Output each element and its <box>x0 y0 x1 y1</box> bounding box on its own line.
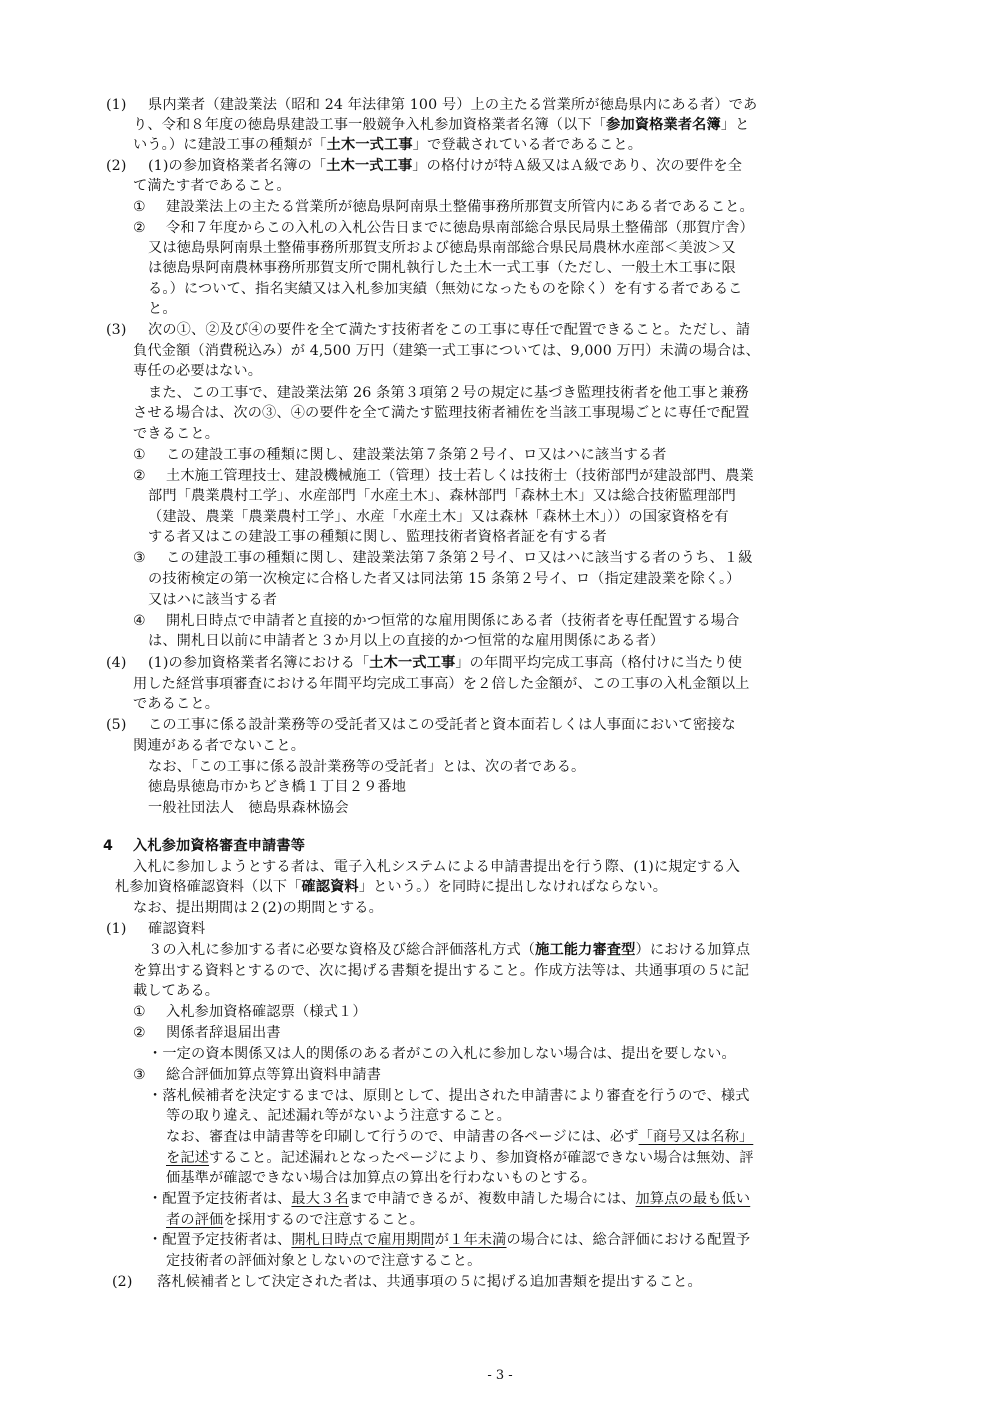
underlined-text: を記述 <box>166 1150 210 1166</box>
text-line: 等の取り違え、記述漏れ等がないよう注意すること。 <box>166 1108 511 1124</box>
sub-item-number: ③ <box>133 550 146 566</box>
text-line: させる場合は、次の③、④の要件を全て満たす監理技術者補佐を当該工事現場ごとに専任で配置 <box>133 405 750 421</box>
text-line: 札参加資格確認資料（以下「確認資料」という。）を同時に提出しなければならない。 <box>115 879 668 895</box>
text-line: ３の入札に参加する者に必要な資格及び総合評価落札方式（施工能力審査型）における加算点 <box>148 942 751 958</box>
sub-item-number: ① <box>133 199 146 215</box>
text-line: この工事に係る設計業務等の受託者又はこの受託者と資本面若しくは人事面において密接な <box>148 717 736 733</box>
text-line: （建設、農業「農業農村工学」、水産「水産土木」又は森林「森林土木」））の国家資格を有 <box>148 509 729 525</box>
text-line: を算出する資料とするので、次に掲げる書類を提出すること。作成方法等は、共通事項の５に記 <box>133 963 750 979</box>
sub-item-number: ④ <box>133 613 146 629</box>
text-line: は徳島県阿南農林事務所那賀支所で開札執行した土木一式工事（ただし、一般土木工事に限 <box>148 260 736 276</box>
text-line: 載してある。 <box>133 983 220 999</box>
text-line: 入札に参加しようとする者は、電子入札システムによる申請書提出を行う際、(1)に規定する入 <box>133 859 740 875</box>
text-line: と。 <box>148 301 177 317</box>
item-title: 確認資料 <box>148 921 206 937</box>
text-line: の技術検定の第一次検定に合格した者又は同法第 15 条第２号イ、ロ（指定建設業を除く。） <box>148 571 741 587</box>
item-number: (1) <box>106 921 127 937</box>
text-line: 建設業法上の主たる営業所が徳島県阿南県土整備事務所那賀支所管内にある者であること。 <box>166 199 754 215</box>
underlined-text: １年未満 <box>449 1232 507 1248</box>
text-line: 県内業者（建設業法（昭和 24 年法律第 100 号）上の主たる営業所が徳島県内にある者）であ <box>148 97 758 113</box>
text-line: 又は徳島県阿南県土整備事務所那賀支所および徳島県南部総合県民局農林水産部＜美波＞又 <box>148 240 736 256</box>
text-line: 令和７年度からこの入札の入札公告日までに徳島県南部総合県民局県土整備部（那賀庁舎） <box>166 220 754 236</box>
item-number: (3) <box>106 322 127 338</box>
text-line: て満たす者であること。 <box>133 178 291 194</box>
page-number: - 3 - <box>487 1368 513 1383</box>
sub-item-number: ① <box>133 447 146 463</box>
text-line: 用した経営事項審査における年間平均完成工事高）を２倍した金額が、この工事の入札金額以上 <box>133 676 750 692</box>
sub-item-number: ① <box>133 1004 146 1020</box>
text-line: (1)の参加資格業者名簿における「土木一式工事」の年間平均完成工事高（格付けに当たり使 <box>148 655 743 671</box>
bold-term: 土木一式工事 <box>326 137 413 153</box>
item-number: (1) <box>106 97 127 113</box>
text-line: る。）について、指名実績又は入札参加実績（無効になったものを除く）を有する者であるこ <box>148 281 743 297</box>
text-line: 一般社団法人 徳島県森林協会 <box>148 800 349 816</box>
sub-item-number: ③ <box>133 1067 146 1083</box>
text-line: ・配置予定技術者は、開札日時点で雇用期間が１年未満の場合には、総合評価における配置予 <box>148 1232 751 1248</box>
text-line: 価基準が確認できない場合は加算点の算出を行わないものとする。 <box>166 1170 597 1186</box>
item-number: (5) <box>106 717 127 733</box>
text-line: 土木施工管理技士、建設機械施工（管理）技士若しくは技術士（技術部門が建設部門、農業 <box>166 468 754 484</box>
bold-term: 施工能力審査型 <box>535 942 636 958</box>
text-line: ・一定の資本関係又は人的関係のある者がこの入札に参加しない場合は、提出を要しない。 <box>148 1046 736 1062</box>
text-line: いう。）に建設工事の種類が「土木一式工事」で登載されている者であること。 <box>133 137 643 153</box>
text-line: 又はハに該当する者 <box>148 592 278 608</box>
text-line: 次の①、②及び④の要件を全て満たす技術者をこの工事に専任で配置できること。ただし、請 <box>148 322 751 338</box>
text-line: り、令和８年度の徳島県建設工事一般競争入札参加資格業者名簿（以下「参加資格業者名簿」と <box>133 117 750 133</box>
text-line: は、開札日以前に申請者と３か月以上の直接的かつ恒常的な雇用関係にある者） <box>148 633 665 649</box>
section-heading: 入札参加資格審査申請書等 <box>133 838 306 854</box>
item-number: (2) <box>106 158 127 174</box>
text-line: なお、提出期間は２(2)の期間とする。 <box>133 900 383 916</box>
text-line: ・落札候補者を決定するまでは、原則として、提出された申請書により審査を行うので、様式 <box>148 1088 750 1104</box>
bold-term: 土木一式工事 <box>326 158 413 174</box>
sub-item-number: ② <box>133 468 146 484</box>
text-line: この建設工事の種類に関し、建設業法第７条第２号イ、ロ又はハに該当する者のうち、１級 <box>166 550 753 566</box>
text-line: 定技術者の評価対象としないので注意すること。 <box>166 1253 482 1269</box>
text-line: なお、「この工事に係る設計業務等の受託者」とは、次の者である。 <box>148 759 586 775</box>
sub-item-number: ② <box>133 1025 146 1041</box>
bold-term: 参加資格業者名簿 <box>606 117 721 133</box>
text-line: 落札候補者として決定された者は、共通事項の５に掲げる追加書類を提出すること。 <box>157 1274 702 1290</box>
bold-term: 土木一式工事 <box>369 655 456 671</box>
text-line: 総合評価加算点等算出資料申請書 <box>166 1067 382 1083</box>
bold-term: 確認資料 <box>301 879 359 895</box>
text-line: 開札日時点で申請者と直接的かつ恒常的な雇用関係にある者（技術者を専任配置する場合 <box>166 613 740 629</box>
text-line: ・配置予定技術者は、最大３名まで申請できるが、複数申請した場合には、加算点の最も低い <box>148 1191 751 1207</box>
text-line: なお、審査は申請書等を印刷して行うので、申請書の各ページには、必ず「商号又は名称」 <box>166 1129 754 1145</box>
text-line: できること。 <box>133 426 220 442</box>
text-line: この建設工事の種類に関し、建設業法第７条第２号イ、ロ又はハに該当する者 <box>166 447 667 463</box>
text-line: 者の評価を採用するので注意すること。 <box>166 1212 425 1228</box>
text-line: 徳島県徳島市かちどき橋１丁目２９番地 <box>148 779 407 795</box>
text-line: 関連がある者でないこと。 <box>133 738 306 754</box>
text-line: 関係者辞退届出書 <box>166 1025 281 1041</box>
text-line: を記述すること。記述漏れとなったページにより、参加資格が確認できない場合は無効、評 <box>166 1150 754 1166</box>
underlined-text: 開札日時点で雇用期間 <box>291 1232 435 1248</box>
item-number: (2) <box>112 1274 133 1290</box>
underlined-text: 最大３名 <box>291 1191 349 1207</box>
underlined-text: 加算点の最も低い <box>635 1191 751 1207</box>
text-line: する者又はこの建設工事の種類に関し、監理技術者資格者証を有する者 <box>148 529 607 545</box>
text-line: であること。 <box>133 696 220 712</box>
text-line: 専任の必要はない。 <box>133 363 263 379</box>
text-line: 入札参加資格確認票（様式１） <box>166 1004 367 1020</box>
sub-item-number: ② <box>133 220 146 236</box>
text-line: 負代金額（消費税込み）が 4,500 万円（建築一式工事については、9,000 万円）未満の場合は、 <box>133 343 760 359</box>
underlined-text: 「商号又は名称」 <box>638 1129 754 1145</box>
section-number: 4 <box>103 838 114 854</box>
text-line: また、この工事で、建設業法第 26 条第３項第２号の規定に基づき監理技術者を他工事と兼務 <box>148 385 749 401</box>
text-line: 部門「農業農村工学」、水産部門「水産土木」、森林部門「森林土木」又は総合技術監理部門 <box>148 488 736 504</box>
item-number: (4) <box>106 655 127 671</box>
underlined-text: 者の評価 <box>166 1212 224 1228</box>
text-line: (1)の参加資格業者名簿の「土木一式工事」の格付けが特Ａ級又はＡ級であり、次の要件を全 <box>148 158 743 174</box>
